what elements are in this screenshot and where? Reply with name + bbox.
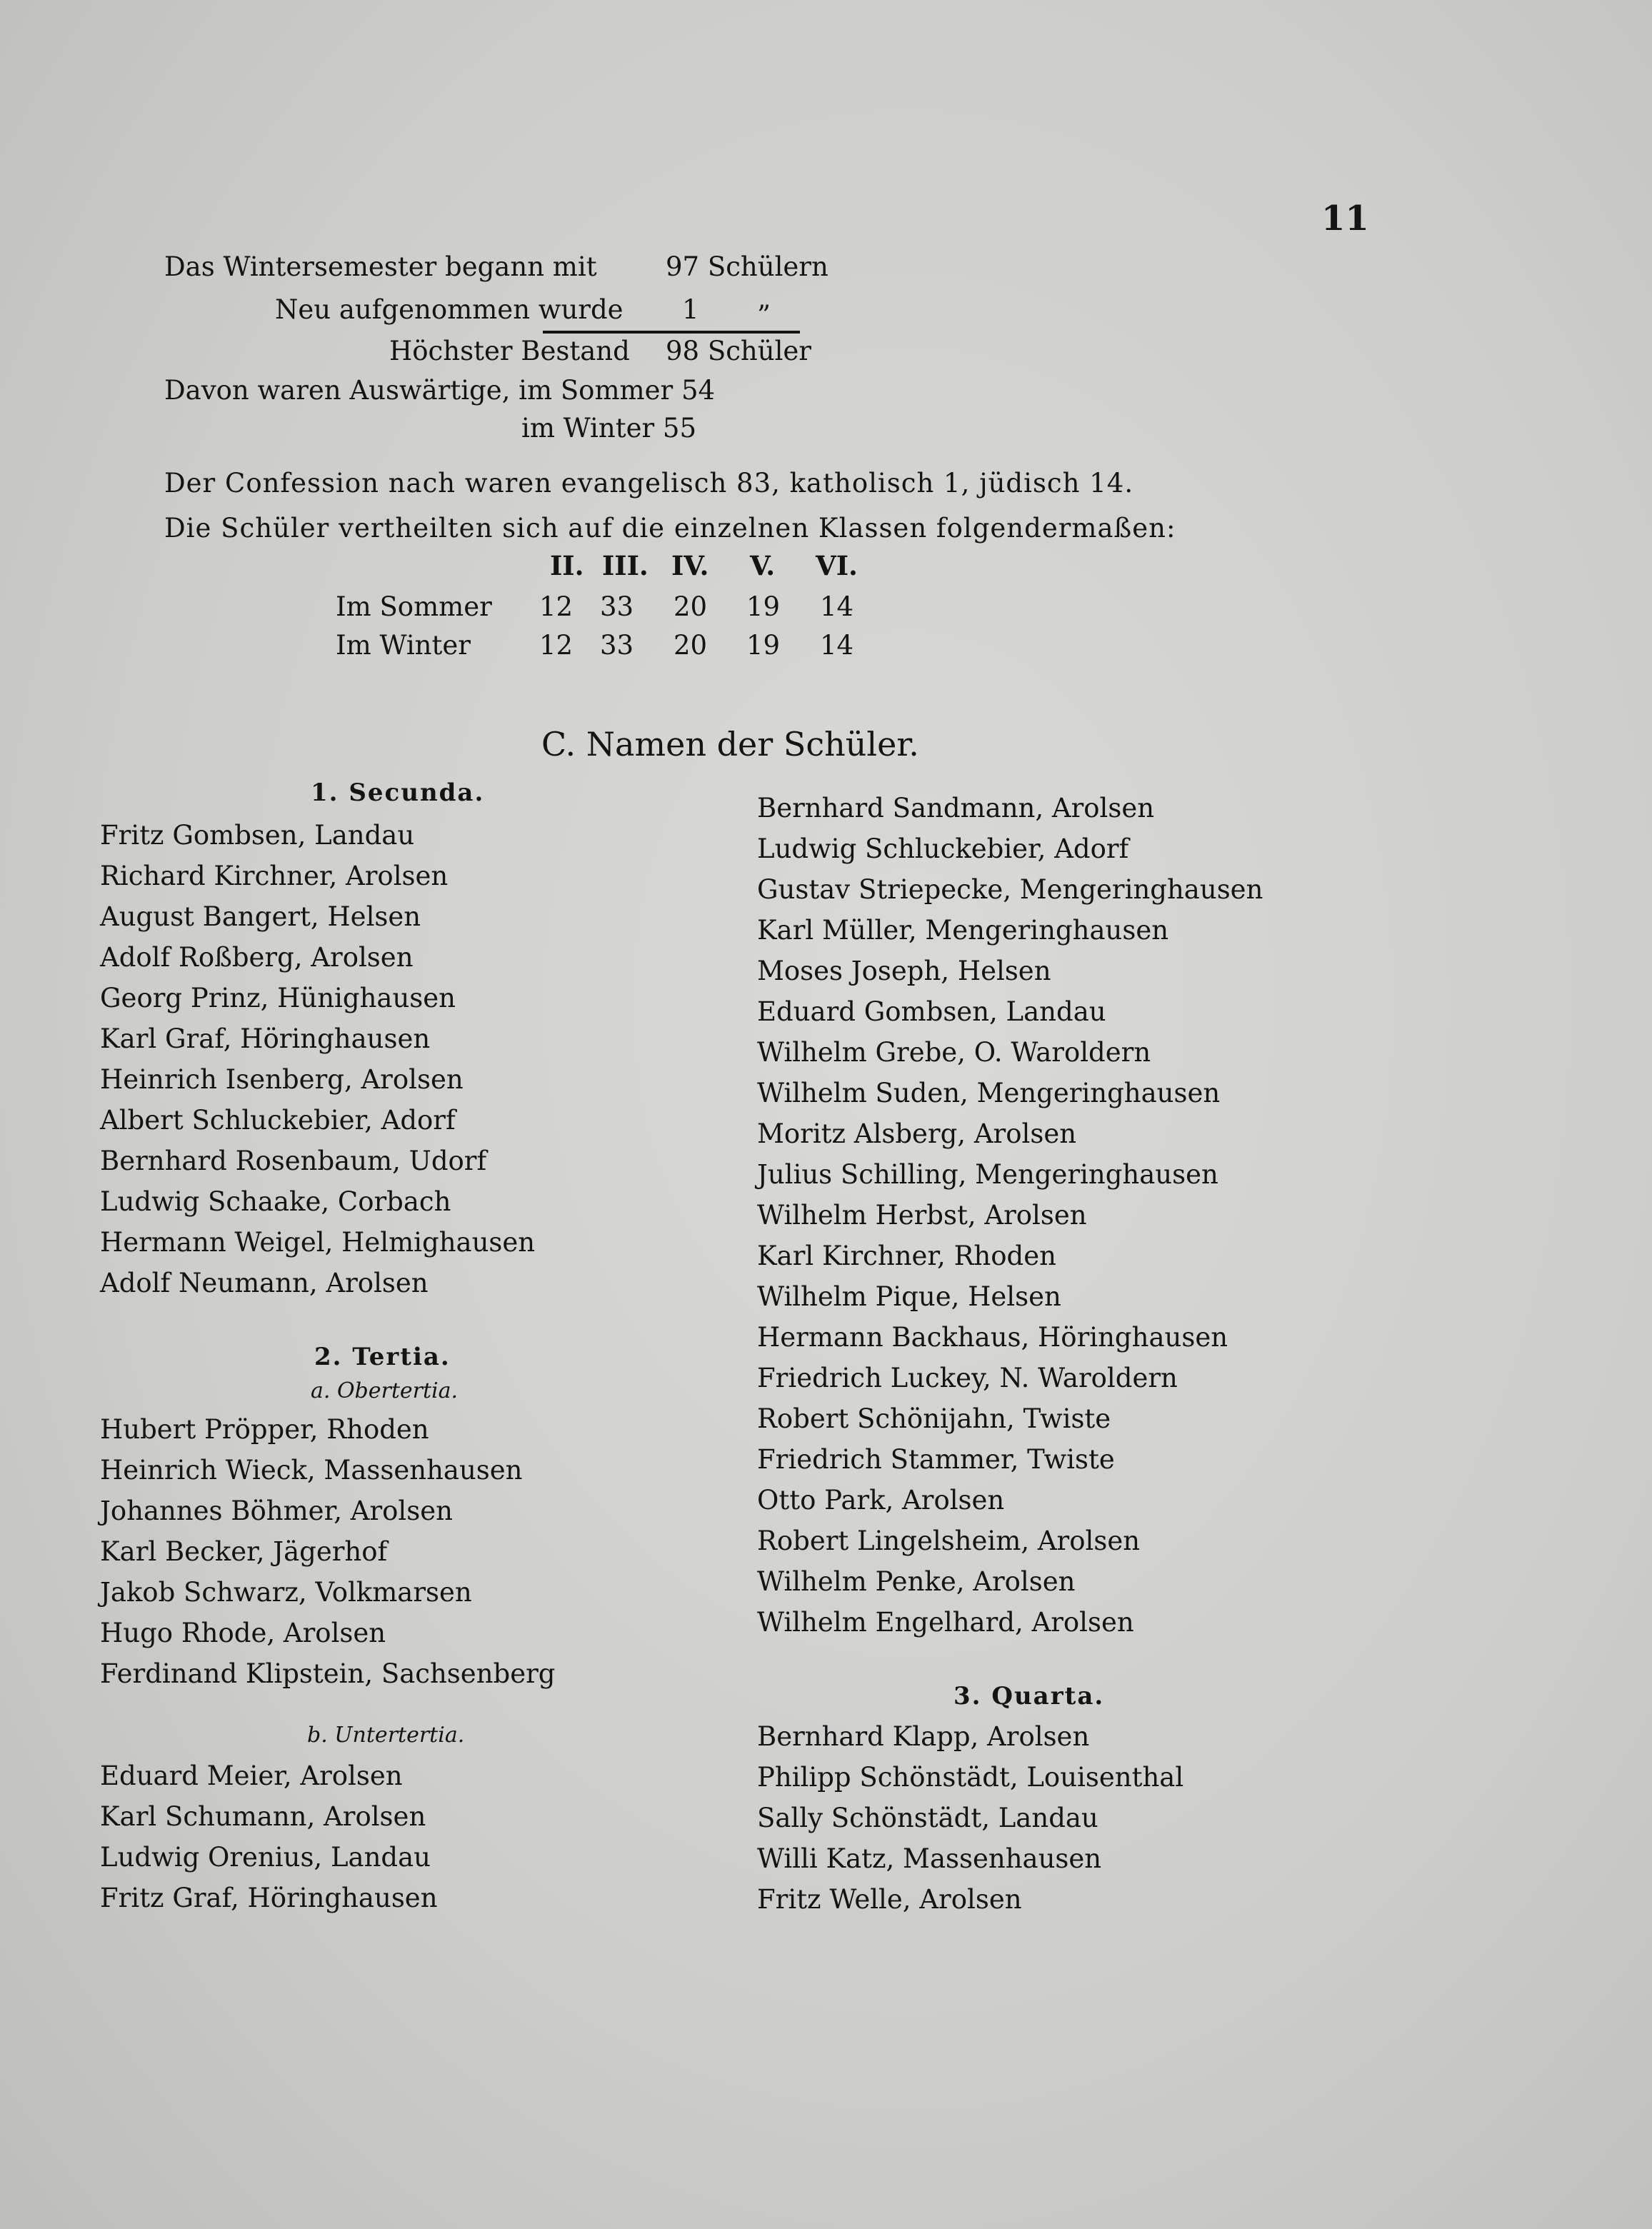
list-item: Sally Schönstädt, Landau: [757, 1803, 1098, 1833]
class-heading: 1. Secunda.: [311, 778, 485, 807]
list-item: Wilhelm Suden, Mengeringhausen: [757, 1078, 1221, 1108]
list-item: Philipp Schönstädt, Louisenthal: [757, 1762, 1184, 1793]
section-title: C. Namen der Schüler.: [541, 725, 919, 763]
stats-distribution: Die Schüler vertheilten sich auf die einzelnen Klassen folgendermaßen:: [164, 513, 1176, 544]
list-item: Heinrich Isenberg, Arolsen: [100, 1064, 464, 1095]
table-cell: 20: [674, 591, 708, 622]
list-item: Hugo Rhode, Arolsen: [100, 1618, 386, 1648]
list-item: Robert Lingelsheim, Arolsen: [757, 1526, 1141, 1556]
list-item: Friedrich Stammer, Twiste: [757, 1444, 1115, 1475]
stats-line1-value: 97 Schülern: [666, 251, 828, 282]
list-item: Heinrich Wieck, Massenhausen: [100, 1455, 523, 1486]
sum-rule: [543, 331, 800, 334]
list-item: Ludwig Schluckebier, Adorf: [757, 833, 1129, 864]
class-header: II.: [550, 550, 584, 581]
list-item: Moritz Alsberg, Arolsen: [757, 1118, 1077, 1149]
list-item: August Bangert, Helsen: [100, 901, 421, 932]
list-item: Hubert Pröpper, Rhoden: [100, 1414, 429, 1445]
list-item: Adolf Roßberg, Arolsen: [100, 942, 414, 973]
list-item: Willi Katz, Massenhausen: [757, 1843, 1102, 1874]
class-header: III.: [602, 550, 649, 581]
stats-line3-value: 98 Schüler: [666, 336, 811, 366]
list-item: Moses Joseph, Helsen: [757, 956, 1051, 986]
page-number: 11: [1321, 199, 1369, 239]
row-label: Im Winter: [336, 630, 471, 661]
list-item: Karl Kirchner, Rhoden: [757, 1241, 1056, 1271]
list-item: Ludwig Orenius, Landau: [100, 1842, 431, 1873]
table-cell: 19: [746, 591, 781, 622]
list-item: Karl Müller, Mengeringhausen: [757, 915, 1169, 946]
list-item: Eduard Meier, Arolsen: [100, 1760, 403, 1791]
list-item: Johannes Böhmer, Arolsen: [100, 1496, 453, 1526]
stats-line2-value: 1: [682, 294, 699, 325]
stats-line5: im Winter 55: [521, 413, 697, 444]
list-item: Wilhelm Engelhard, Arolsen: [757, 1607, 1134, 1638]
list-item: Karl Graf, Höringhausen: [100, 1023, 431, 1054]
table-cell: 33: [600, 591, 634, 622]
list-item: Robert Schönijahn, Twiste: [757, 1403, 1111, 1434]
class-heading: 3. Quarta.: [953, 1682, 1105, 1710]
row-label: Im Sommer: [336, 591, 492, 622]
list-item: Friedrich Luckey, N. Waroldern: [757, 1363, 1178, 1393]
table-cell: 14: [820, 630, 854, 661]
list-item: Bernhard Klapp, Arolsen: [757, 1721, 1090, 1752]
table-cell: 14: [820, 591, 854, 622]
list-item: Hermann Backhaus, Höringhausen: [757, 1322, 1228, 1353]
stats-line3: Höchster Bestand: [389, 336, 630, 366]
list-item: Otto Park, Arolsen: [757, 1485, 1005, 1516]
list-item: Jakob Schwarz, Volkmarsen: [100, 1577, 472, 1608]
class-heading: 2. Tertia.: [314, 1343, 451, 1371]
list-item: Richard Kirchner, Arolsen: [100, 861, 449, 891]
list-item: Bernhard Sandmann, Arolsen: [757, 793, 1155, 823]
list-item: Georg Prinz, Hünighausen: [100, 983, 456, 1013]
list-item: Hermann Weigel, Helmighausen: [100, 1227, 536, 1258]
class-header: VI.: [816, 550, 858, 581]
list-item: Julius Schilling, Mengeringhausen: [757, 1159, 1218, 1190]
list-item: Karl Schumann, Arolsen: [100, 1801, 426, 1832]
class-header: IV.: [671, 550, 709, 581]
list-item: Fritz Welle, Arolsen: [757, 1884, 1022, 1915]
list-item: Gustav Striepecke, Mengeringhausen: [757, 874, 1263, 905]
stats-line1: Das Wintersemester begann mit: [164, 251, 597, 282]
stats-line2-mark: ”: [757, 300, 771, 331]
table-cell: 20: [674, 630, 708, 661]
list-item: Albert Schluckebier, Adorf: [100, 1105, 456, 1136]
list-item: Ferdinand Klipstein, Sachsenberg: [100, 1658, 556, 1689]
list-item: Ludwig Schaake, Corbach: [100, 1186, 451, 1217]
list-item: Fritz Gombsen, Landau: [100, 820, 415, 851]
stats-line2: Neu aufgenommen wurde: [275, 294, 624, 325]
list-item: Wilhelm Grebe, O. Waroldern: [757, 1037, 1151, 1068]
table-cell: 19: [746, 630, 781, 661]
list-item: Eduard Gombsen, Landau: [757, 996, 1106, 1027]
list-item: Adolf Neumann, Arolsen: [100, 1268, 429, 1298]
list-item: Wilhelm Herbst, Arolsen: [757, 1200, 1087, 1231]
stats-confession: Der Confession nach waren evangelisch 83, katholisch 1, jüdisch 14.: [164, 468, 1134, 499]
list-item: Karl Becker, Jägerhof: [100, 1536, 388, 1567]
table-cell: 33: [600, 630, 634, 661]
stats-line4: Davon waren Auswärtige, im Sommer 54: [164, 375, 716, 406]
table-cell: 12: [539, 591, 574, 622]
subclass-heading: b. Untertertia.: [307, 1723, 465, 1748]
list-item: Wilhelm Pique, Helsen: [757, 1281, 1061, 1312]
class-header: V.: [750, 550, 776, 581]
list-item: Fritz Graf, Höringhausen: [100, 1883, 438, 1913]
table-cell: 12: [539, 630, 574, 661]
subclass-heading: a. Obertertia.: [311, 1378, 459, 1403]
list-item: Wilhelm Penke, Arolsen: [757, 1566, 1076, 1597]
list-item: Bernhard Rosenbaum, Udorf: [100, 1146, 487, 1176]
